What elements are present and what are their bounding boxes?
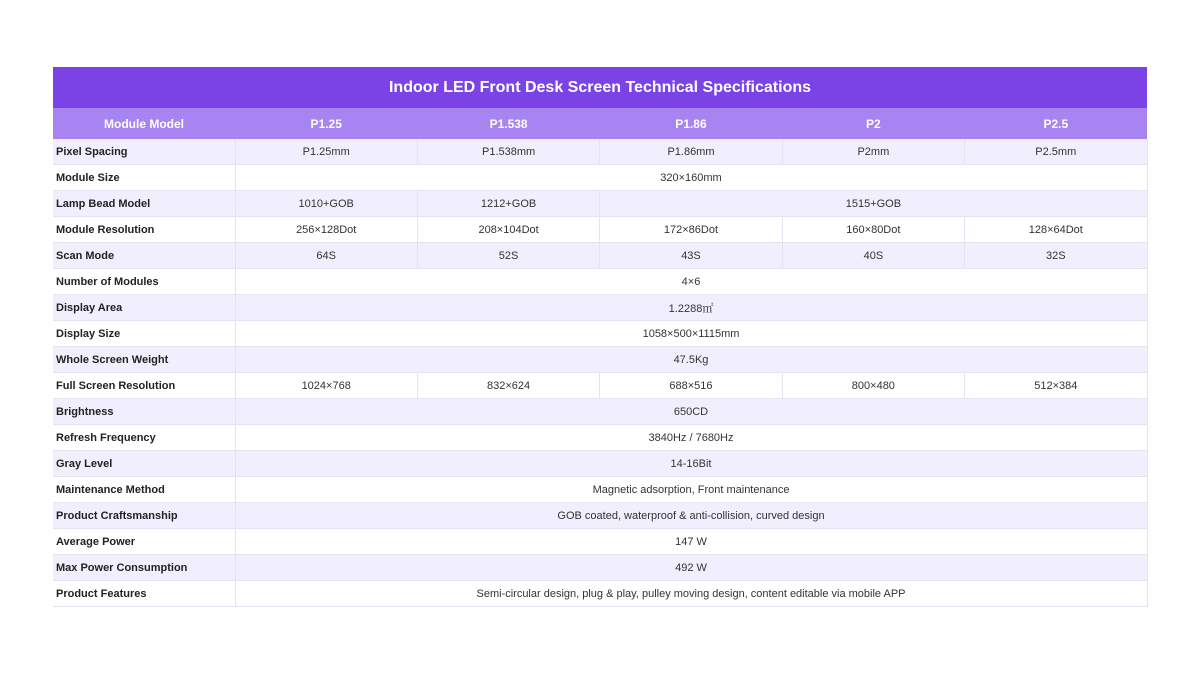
- table-row: [53, 139, 1147, 165]
- table-row: [53, 269, 1147, 295]
- value-cell: 40S: [782, 243, 964, 269]
- table-row: [53, 321, 1147, 347]
- table-row: [53, 295, 1147, 321]
- value-cell: 52S: [417, 243, 599, 269]
- value-cell: 1010+GOB: [235, 191, 417, 217]
- title-row: [53, 67, 1147, 108]
- row-label: Display Area: [53, 295, 235, 321]
- value-cell: 3840Hz / 7680Hz: [235, 425, 1147, 451]
- value-cell: 47.5Kg: [235, 347, 1147, 373]
- table-row: [53, 581, 1147, 607]
- header-cell: P1.538: [417, 108, 599, 139]
- table-row: [53, 347, 1147, 373]
- table-row: [53, 503, 1147, 529]
- header-cell: P1.25: [235, 108, 417, 139]
- header-row: [53, 108, 1147, 139]
- value-cell: 208×104Dot: [417, 217, 599, 243]
- value-cell: 492 W: [235, 555, 1147, 581]
- row-label: Module Resolution: [53, 217, 235, 243]
- value-cell: 4×6: [235, 269, 1147, 295]
- value-cell: Semi-circular design, plug & play, pulley moving design, content editable via mobile APP: [235, 581, 1147, 607]
- table-row: [53, 243, 1147, 269]
- row-label: Product Craftsmanship: [53, 503, 235, 529]
- row-label: Brightness: [53, 399, 235, 425]
- row-label: Gray Level: [53, 451, 235, 477]
- value-cell: 320×160mm: [235, 165, 1147, 191]
- table-row: [53, 425, 1147, 451]
- value-cell: Magnetic adsorption, Front maintenance: [235, 477, 1147, 503]
- row-label: Lamp Bead Model: [53, 191, 235, 217]
- table-title: Indoor LED Front Desk Screen Technical Specifications: [53, 67, 1147, 108]
- row-label: Maintenance Method: [53, 477, 235, 503]
- value-cell: 64S: [235, 243, 417, 269]
- table-row: [53, 399, 1147, 425]
- value-cell: 172×86Dot: [600, 217, 782, 243]
- table-row: [53, 477, 1147, 503]
- row-label: Product Features: [53, 581, 235, 607]
- table-row: [53, 165, 1147, 191]
- value-cell: 512×384: [965, 373, 1147, 399]
- row-label: Pixel Spacing: [53, 139, 235, 165]
- value-cell: 688×516: [600, 373, 782, 399]
- header-cell: P2.5: [965, 108, 1147, 139]
- table-row: [53, 451, 1147, 477]
- value-cell: P2.5mm: [965, 139, 1147, 165]
- value-cell: 800×480: [782, 373, 964, 399]
- spec-table-container: [53, 67, 1147, 607]
- row-label: Whole Screen Weight: [53, 347, 235, 373]
- row-label: Max Power Consumption: [53, 555, 235, 581]
- value-cell: 43S: [600, 243, 782, 269]
- value-cell: 14-16Bit: [235, 451, 1147, 477]
- row-label: Average Power: [53, 529, 235, 555]
- table-row: [53, 217, 1147, 243]
- value-cell: 256×128Dot: [235, 217, 417, 243]
- header-cell: P2: [782, 108, 964, 139]
- value-cell: GOB coated, waterproof & anti-collision, curved design: [235, 503, 1147, 529]
- value-cell: 832×624: [417, 373, 599, 399]
- table-row: [53, 191, 1147, 217]
- row-label: Refresh Frequency: [53, 425, 235, 451]
- spec-table: [53, 67, 1148, 607]
- value-cell: 128×64Dot: [965, 217, 1147, 243]
- value-cell: P1.86mm: [600, 139, 782, 165]
- row-label: Display Size: [53, 321, 235, 347]
- value-cell: 650CD: [235, 399, 1147, 425]
- header-cell: Module Model: [53, 108, 235, 139]
- value-cell: 1024×768: [235, 373, 417, 399]
- value-cell: P1.538mm: [417, 139, 599, 165]
- value-cell: 1058×500×1115mm: [235, 321, 1147, 347]
- value-cell: P2mm: [782, 139, 964, 165]
- table-row: [53, 555, 1147, 581]
- value-cell: P1.25mm: [235, 139, 417, 165]
- value-cell: 147 W: [235, 529, 1147, 555]
- row-label: Full Screen Resolution: [53, 373, 235, 399]
- spec-table-body: [53, 67, 1147, 607]
- row-label: Number of Modules: [53, 269, 235, 295]
- table-row: [53, 529, 1147, 555]
- value-cell: 1515+GOB: [600, 191, 1147, 217]
- row-label: Scan Mode: [53, 243, 235, 269]
- value-cell: 32S: [965, 243, 1147, 269]
- header-cell: P1.86: [600, 108, 782, 139]
- value-cell: 1212+GOB: [417, 191, 599, 217]
- value-cell: 1.2288㎡: [235, 295, 1147, 321]
- row-label: Module Size: [53, 165, 235, 191]
- value-cell: 160×80Dot: [782, 217, 964, 243]
- table-row: [53, 373, 1147, 399]
